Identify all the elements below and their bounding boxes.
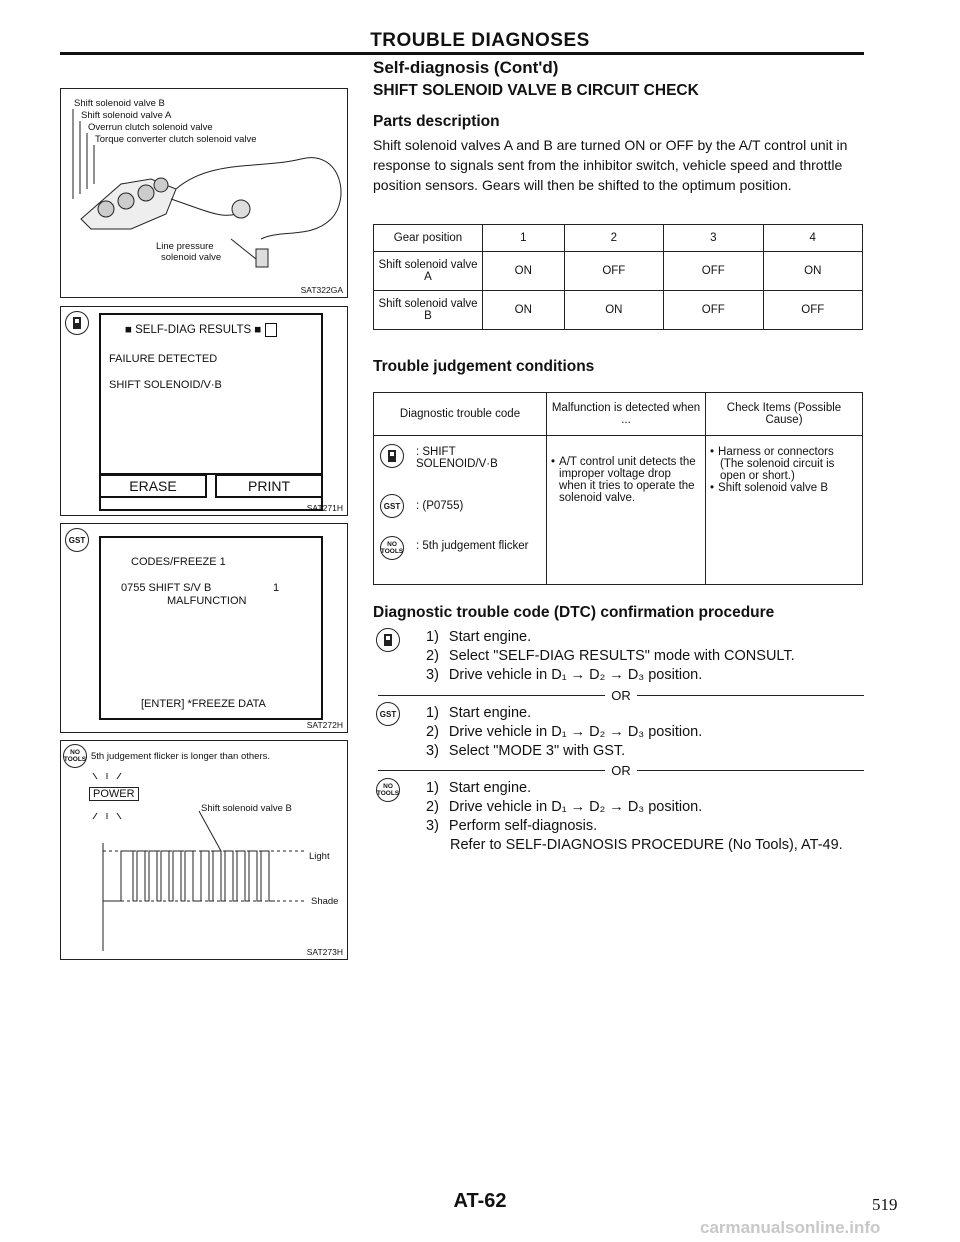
list-item: 2) Select "SELF-DIAG RESULTS" mode with CONSULT. bbox=[426, 648, 795, 664]
judgement-heading: Trouble judgement conditions bbox=[373, 358, 595, 375]
section-title: Self-diagnosis (Cont'd) bbox=[373, 58, 559, 77]
table-cell: ON bbox=[763, 252, 863, 291]
table-header: 3 bbox=[664, 225, 763, 252]
figure-id: SAT322GA bbox=[300, 285, 343, 295]
check-item-1: Harness or connectors bbox=[718, 446, 834, 458]
table-cell: OFF bbox=[564, 252, 663, 291]
code-gst: : (P0755) bbox=[416, 500, 464, 512]
parts-text: Shift solenoid valves A and B are turned ON or OFF by the A/T control unit in response to signals sent from the inhibitor switch, vehicle speed and throttle position sensors. Gears will then be shifted to the optimum position. bbox=[373, 137, 848, 193]
code-consult: : SHIFT SOLENOID/V·B bbox=[416, 446, 498, 470]
shift-solenoid-b-label: Shift solenoid valve B bbox=[201, 803, 292, 814]
code-notools: : 5th judgement flicker bbox=[416, 540, 529, 552]
no-tools-icon: NO TOOLS bbox=[376, 778, 400, 802]
table-header: Diagnostic trouble code bbox=[374, 393, 547, 436]
consult-steps bbox=[426, 628, 866, 685]
gear-position-table bbox=[373, 224, 863, 330]
table-cell: ON bbox=[483, 252, 565, 291]
table-row bbox=[374, 436, 863, 585]
or-divider: OR bbox=[378, 688, 864, 703]
figure-id: SAT271H bbox=[306, 503, 343, 513]
table-header: 4 bbox=[763, 225, 863, 252]
list-item: 2) Drive vehicle in D₁ → D₂ → D₃ position. bbox=[426, 724, 703, 740]
table-header: 1 bbox=[483, 225, 565, 252]
codes-freeze-label: CODES/FREEZE 1 bbox=[131, 556, 226, 568]
gst-display bbox=[99, 536, 323, 720]
gst-icon: GST bbox=[380, 494, 404, 518]
table-cell: OFF bbox=[664, 291, 763, 330]
judgement-table bbox=[373, 392, 863, 585]
table-cell: Shift solenoid valve B bbox=[374, 291, 483, 330]
list-item: 1) Start engine. bbox=[426, 705, 532, 721]
table-cell: ON bbox=[564, 291, 663, 330]
parts-heading: Parts description bbox=[373, 113, 500, 130]
shade-label: Shade bbox=[311, 896, 339, 907]
no-tools-icon: NO TOOLS bbox=[380, 536, 404, 560]
detect-cell: • A/T control unit detects the improper voltage drop when it tries to operate the solenoid valve. bbox=[547, 436, 706, 585]
watermark: carmanualsonline.info bbox=[700, 1218, 881, 1237]
table-header: 2 bbox=[564, 225, 663, 252]
table-cell: Shift solenoid valve A bbox=[374, 252, 483, 291]
table-cell: OFF bbox=[664, 252, 763, 291]
table-header: Gear position bbox=[374, 225, 483, 252]
code-cell bbox=[374, 436, 547, 585]
table-cell: OFF bbox=[763, 291, 863, 330]
gst-steps bbox=[426, 704, 866, 761]
enter-freeze-label: [ENTER] *FREEZE DATA bbox=[141, 698, 266, 710]
figure-id: SAT272H bbox=[306, 720, 343, 730]
no-tools-icon: NO TOOLS bbox=[63, 744, 87, 768]
reference-text: Refer to SELF-DIAGNOSIS PROCEDURE (No Tools), AT-49. bbox=[450, 837, 843, 853]
notools-steps bbox=[426, 779, 866, 855]
label-shift-solenoid-a: Shift solenoid valve A bbox=[81, 110, 172, 121]
figure-gst-screen bbox=[60, 523, 348, 733]
page-number: 519 bbox=[872, 1195, 898, 1214]
flicker-caption: 5th judgement flicker is longer than others. bbox=[91, 751, 271, 762]
solenoid-drawing bbox=[61, 89, 347, 297]
code-line: 0755 SHIFT S/V B bbox=[121, 582, 212, 594]
label-overrun-clutch: Overrun clutch solenoid valve bbox=[88, 122, 213, 133]
or-divider: OR bbox=[378, 763, 864, 778]
figure-consult-screen bbox=[60, 306, 348, 516]
table-row bbox=[374, 291, 863, 330]
consult-icon bbox=[65, 311, 89, 335]
dtc-heading: Diagnostic trouble code (DTC) confirmation procedure bbox=[373, 604, 775, 621]
label-shift-solenoid-b: Shift solenoid valve B bbox=[74, 98, 165, 109]
list-item: 2) Drive vehicle in D₁ → D₂ → D₃ position. bbox=[426, 799, 703, 815]
list-item: 3) Perform self-diagnosis. bbox=[426, 818, 598, 834]
check-item-2: Shift solenoid valve B bbox=[718, 482, 828, 494]
malfunction-label: MALFUNCTION bbox=[167, 595, 247, 607]
table-row bbox=[374, 252, 863, 291]
label-line-pressure: Line pressure bbox=[156, 241, 214, 252]
list-item: 3) Drive vehicle in D₁ → D₂ → D₃ position. bbox=[426, 667, 703, 683]
page-header-title: TROUBLE DIAGNOSES bbox=[370, 30, 590, 51]
check-cell: • Harness or connectors (The solenoid circuit is open or short.) • Shift solenoid valve B bbox=[706, 436, 863, 585]
failure-item-label: SHIFT SOLENOID/V·B bbox=[109, 379, 222, 391]
figure-solenoid-valves bbox=[60, 88, 348, 298]
list-item: 1) Start engine. bbox=[426, 629, 532, 645]
table-header: Malfunction is detected when ... bbox=[547, 393, 706, 436]
table-header: Check Items (Possible Cause) bbox=[706, 393, 863, 436]
detect-text: A/T control unit detects the improper voltage drop when it tries to operate the solenoid valve. bbox=[559, 456, 696, 504]
light-label: Light bbox=[309, 851, 330, 862]
figure-id: SAT273H bbox=[306, 947, 343, 957]
table-cell: ON bbox=[483, 291, 565, 330]
page-code: AT-62 bbox=[453, 1190, 507, 1212]
screen-title: ■ SELF-DIAG RESULTS ■ bbox=[125, 324, 262, 336]
power-lamp-label: POWER bbox=[89, 787, 139, 801]
label-line-pressure-solenoid: solenoid valve bbox=[161, 252, 222, 263]
code-count: 1 bbox=[273, 582, 280, 594]
table-row bbox=[374, 225, 863, 252]
table-row bbox=[374, 393, 863, 436]
gst-icon: GST bbox=[376, 702, 400, 726]
label-torque-converter: Torque converter clutch solenoid valve bbox=[95, 134, 257, 145]
list-item: 1) Start engine. bbox=[426, 780, 532, 796]
flicker-waveform bbox=[61, 741, 347, 959]
list-item: 3) Select "MODE 3" with GST. bbox=[426, 743, 626, 759]
erase-button[interactable]: ERASE bbox=[99, 474, 207, 498]
consult-icon bbox=[376, 628, 400, 652]
failure-detected-label: FAILURE DETECTED bbox=[109, 353, 218, 365]
consult-icon bbox=[380, 444, 404, 468]
gst-icon: GST bbox=[65, 528, 89, 552]
header-rule bbox=[60, 52, 864, 55]
section-subtitle: SHIFT SOLENOID VALVE B CIRCUIT CHECK bbox=[373, 82, 699, 99]
figure-flicker-pattern bbox=[60, 740, 348, 960]
check-item-1b: (The solenoid circuit is open or short.) bbox=[720, 458, 835, 482]
print-button[interactable]: PRINT bbox=[215, 474, 323, 498]
checkbox-icon bbox=[265, 323, 277, 337]
